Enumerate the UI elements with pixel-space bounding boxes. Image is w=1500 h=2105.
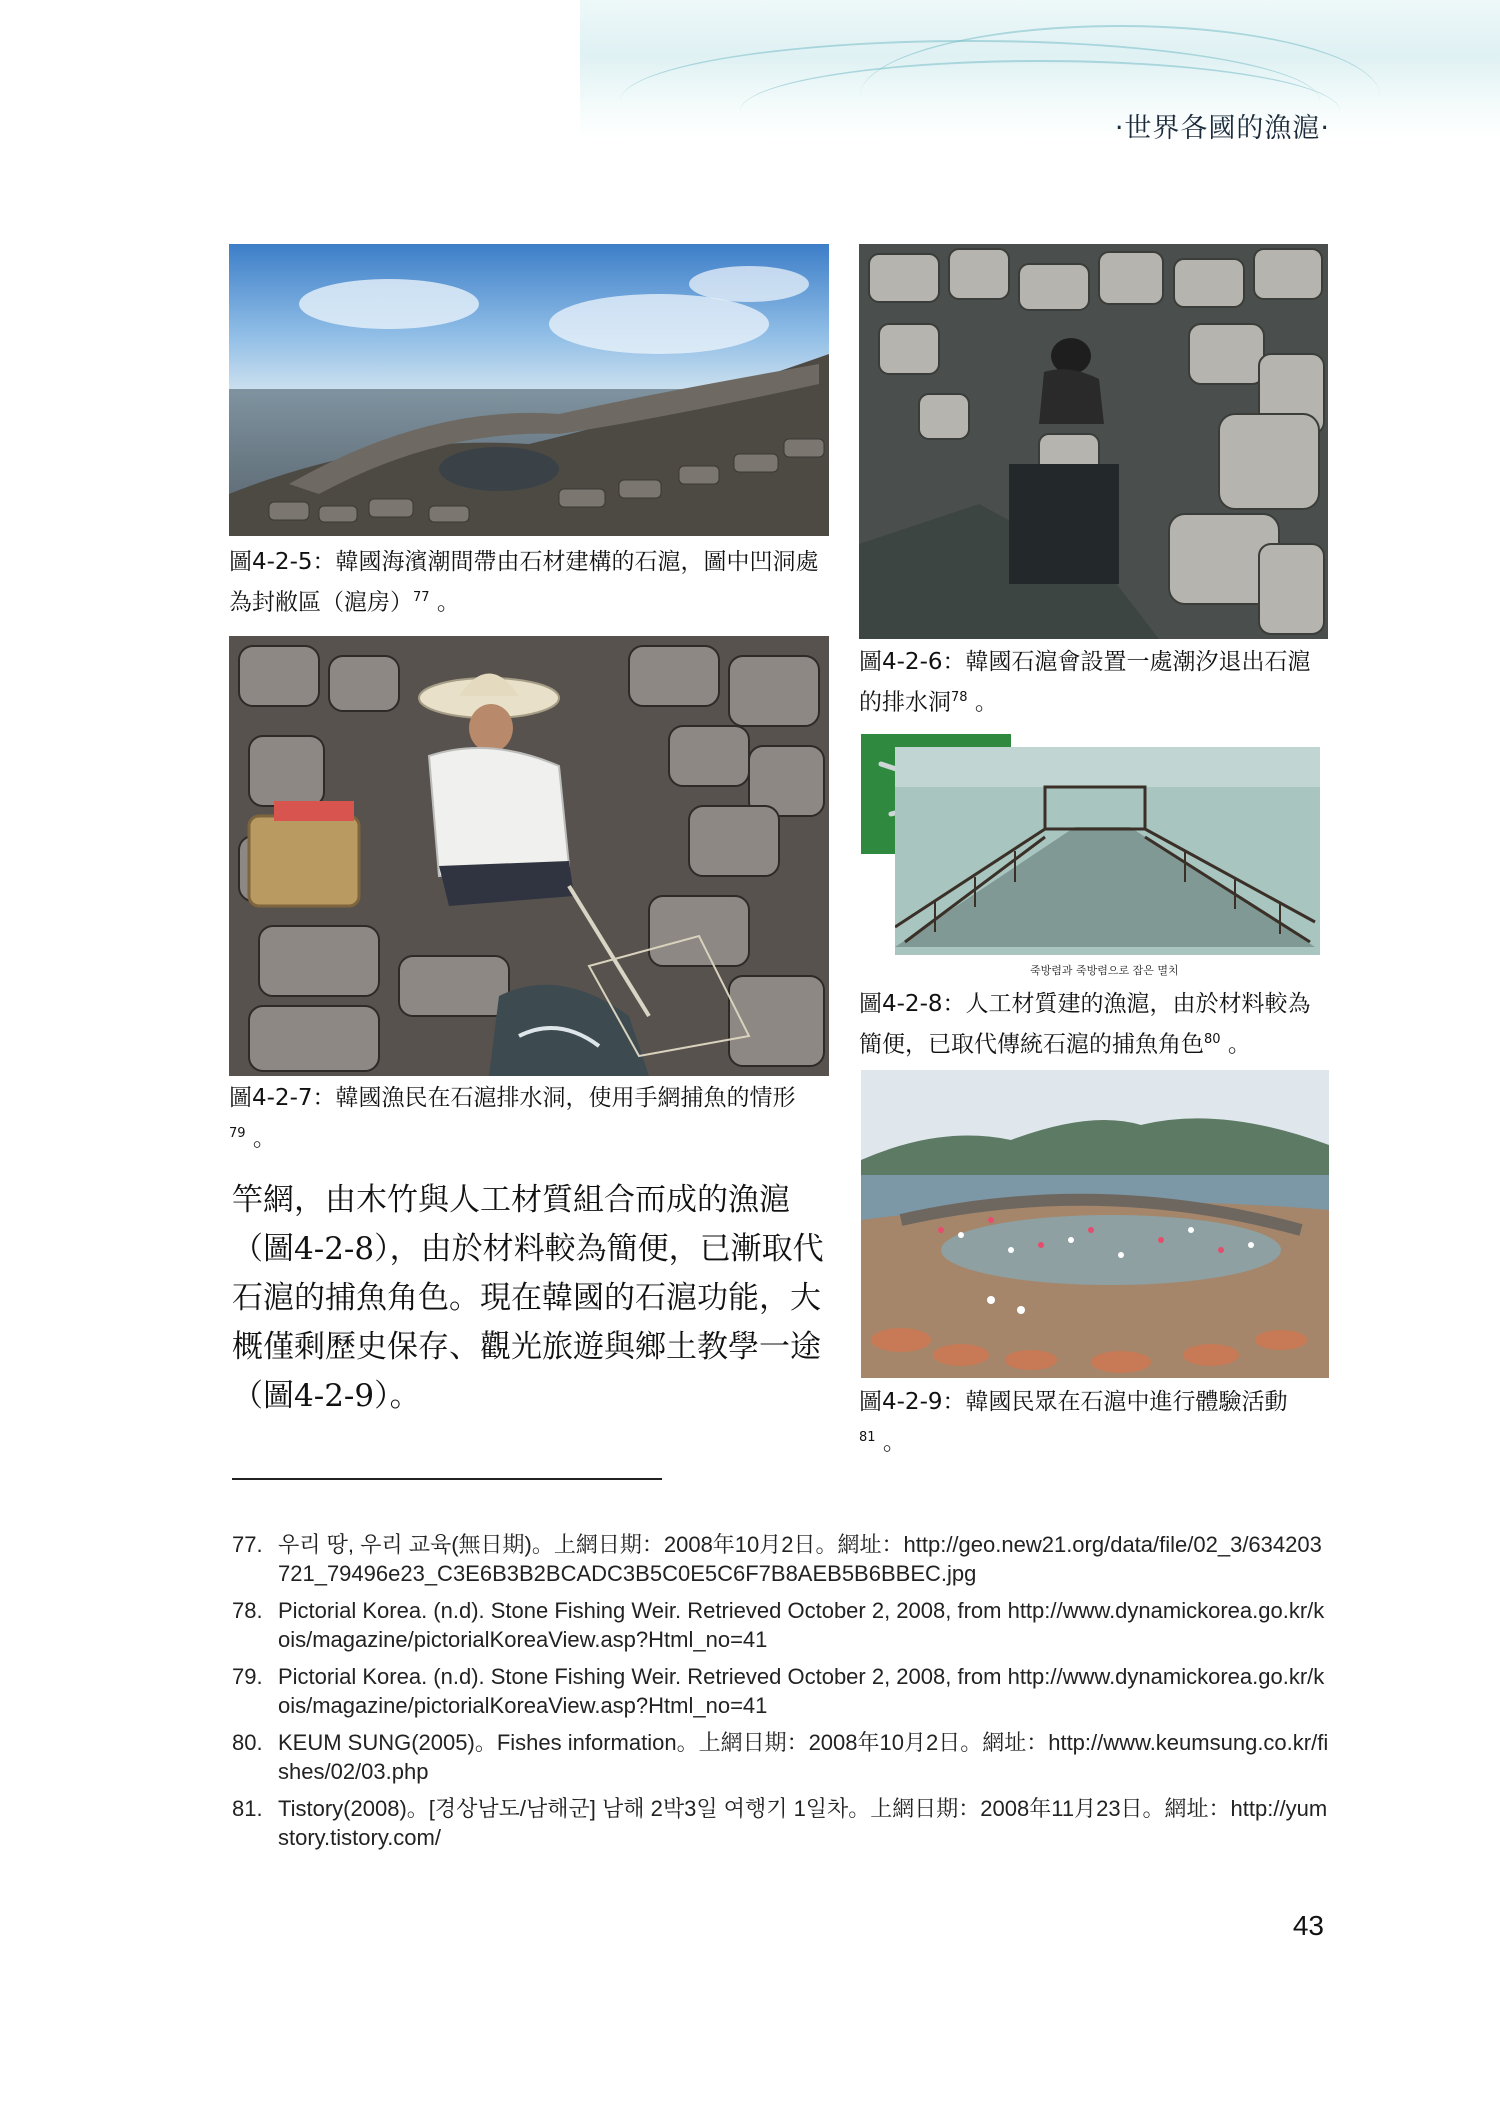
footnote-ref-77: 77 [413, 590, 430, 605]
photo-fisherman-hand-net [229, 636, 829, 1076]
footnote-78: 78. Pictorial Korea. (n.d). Stone Fishing Weir. Retrieved October 2, 2008, from http://www.dynamickorea.go.kr/kois/magazine/pictorialKoreaView.asp?Html_no=41 [232, 1598, 1325, 1652]
caption-fig-4-2-6: 圖4-2-6：韓國石滬會設置一處潮汐退出石滬的排水洞$^{78}$ 。 [859, 649, 1311, 716]
photo-stone-weir-drainage-hole [859, 244, 1328, 639]
photo-bamboo-fishing-weir [895, 747, 1320, 955]
footnote-ref-81: 81 [859, 1430, 876, 1445]
footnote-80: 80. KEUM SUNG(2005)。Fishes information。上網日期：2008年10月2日。網址：http://www.keumsung.co.kr/fishes/02/03.php [232, 1730, 1329, 1784]
caption-fig-4-2-7: 圖4-2-7：韓國漁民在石滬排水洞，使用手網捕魚的情形 $^{79}$ 。 [229, 1085, 796, 1152]
photo-people-in-stone-weir [861, 1070, 1329, 1378]
section-title: ‧世界各國的漁滬‧ [1114, 113, 1330, 144]
footnote-81: 81. Tistory(2008)。[경상남도/남해군] 남해 2박3일 여행기 1일차。上網日期：2008年11月23日。網址：http://yumstory.tistory.com/ [232, 1796, 1328, 1850]
footnote-separator [232, 1478, 662, 1480]
page-number: 43 [1292, 1910, 1324, 1941]
footnote-ref-79: 79 [229, 1126, 246, 1141]
footnote-list [232, 1530, 1332, 1860]
caption-fig-4-2-9: 圖4-2-9：韓國民眾在石滬中進行體驗活動 $^{81}$ 。 [859, 1389, 1288, 1456]
photo-korean-stone-weir-panorama [229, 244, 829, 536]
footnote-ref-78: 78 [951, 690, 968, 705]
footnote-ref-80: 80 [1204, 1032, 1221, 1047]
body-paragraph: 竿網，由木竹與人工材質組合而成的漁滬（圖4-2-8），由於材料較為簡便，已漸取代石滬的捕魚角色。現在韓國的石滬功能，大概僅剩歷史保存、觀光旅遊與鄉土教學一途（圖4-2-9）。 [232, 1182, 824, 1414]
caption-fig-4-2-8: 圖4-2-8：人工材質建的漁滬，由於材料較為簡便，已取代傳統石滬的捕魚角色$^{80}$ 。 [859, 991, 1311, 1058]
photo-inset-label: 죽방렴과 죽방렴으로 잡은 멸치 [1030, 964, 1179, 977]
footnote-79: 79. Pictorial Korea. (n.d). Stone Fishing Weir. Retrieved October 2, 2008, from http://www.dynamickorea.go.kr/kois/magazine/pictorialKoreaView.asp?Html_no=41 [232, 1664, 1325, 1718]
caption-fig-4-2-5: 圖4-2-5：韓國海濱潮間帶由石材建構的石滬，圖中凹洞處為封敝區（滬房）$^{77}$ 。 [229, 549, 819, 616]
footnote-77: 77. 우리 땅, 우리 교육(無日期)。上網日期：2008年10月2日。網址：http://geo.new21.org/data/file/02_3/634203721_79496e23_C3E6B3B2BCADC3B5C0E5C6F7B8AEB5B6BBEC.jpg [232, 1532, 1322, 1586]
header-banner [580, 0, 1500, 140]
